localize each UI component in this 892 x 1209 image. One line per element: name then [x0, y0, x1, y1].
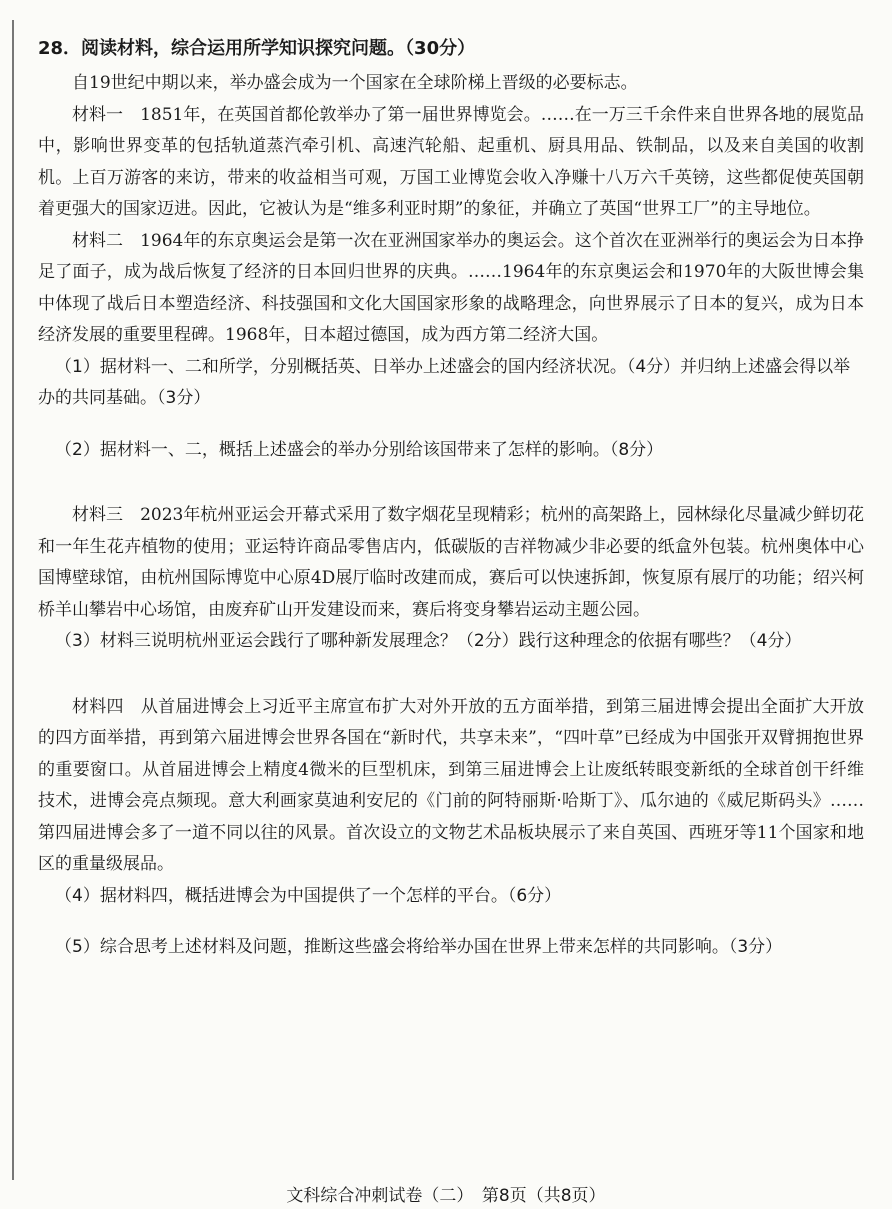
subquestion-4: （4）据材料四，概括进博会为中国提供了一个怎样的平台。（6分）: [55, 885, 562, 906]
subquestion-1: （1）据材料一、二和所学，分别概括英、日举办上述盛会的国内经济状况。（4分）并归纳上述盛会得以举办的共同基础。（3分）: [38, 356, 851, 408]
material-three: 材料三 2023年杭州亚运会开幕式采用了数字烟花呈现精彩；杭州的高架路上，园林绿化尽量减少鲜切花和一年生花卉植物的使用；亚运特许商品零售店内，低碳版的吉祥物减少非必要的纸盒外包装。杭州奥体中心国博壁球馆，由杭州国际博览中心原4D展厅临时改建而成，赛后可以快速拆卸，恢复原有展厅的功能；绍兴柯桥羊山攀岩中心场馆，由废弃矿山开发建设而来，赛后将变身攀岩运动主题公园。: [38, 505, 864, 620]
answer-space-4: [38, 912, 864, 932]
material-one: 材料一 1851年，在英国首都伦敦举办了第一届世界博览会。……在一万三千余件来自世界各地的展览品中，影响世界变革的包括轨道蒸汽牵引机、高速汽轮船、起重机、厨具用品、铁制品，以及来自美国的收割机。上百万游客的来访，带来的收益相当可观，万国工业博览会收入净赚十八万六千英镑，这些都促使英国朝着更强大的国家迈进。因此，它被认为是“维多利亚时期”的象征，并确立了英国“世界工厂”的主导地位。: [38, 104, 864, 219]
material-four: 材料四 从首届进博会上习近平主席宣布扩大对外开放的五方面举措，到第三届进博会提出全面扩大开放的四方面举措，再到第六届进博会世界各国在“新时代，共享未来”，“四叶草”已经成为中国张开双臂拥抱世界的重要窗口。从首届进博会上精度4微米的巨型机床，到第三届进博会上让废纸转眼变新纸的全球首创干纤维技术，进博会亮点频现。意大利画家莫迪利安尼的《门前的阿特丽斯·哈斯丁》、瓜尔迪的《威尼斯码头》……第四届进博会多了一道不同以往的风景。首次设立的文物艺术品板块展示了来自英国、西班牙等11个国家和地区的重量级展品。: [38, 696, 864, 874]
subquestion-5: （5）综合思考上述材料及问题，推断这些盛会将给举办国在世界上带来怎样的共同影响。（3分）: [55, 937, 783, 957]
answer-space-3: [38, 658, 864, 692]
subquestion-3: （3）材料三说明杭州亚运会践行了哪种新发展理念？（2分）践行这种理念的依据有哪些？（4分）: [55, 631, 802, 651]
answer-space-1: [38, 415, 864, 435]
question-intro: 自19世纪中期以来，举办盛会成为一个国家在全球阶梯上晋级的必要标志。: [72, 73, 638, 93]
question-title: 28．阅读材料，综合运用所学知识探究问题。（30分）: [38, 38, 476, 59]
page-footer: 文科综合冲刺试卷（二） 第8页（共8页）: [286, 1186, 606, 1206]
answer-space-2: [38, 466, 864, 500]
question-content: [38, 34, 864, 964]
subquestion-2: （2）据材料一、二，概括上述盛会的举办分别给该国带来了怎样的影响。（8分）: [55, 439, 664, 460]
material-two: 材料二 1964年的东京奥运会是第一次在亚洲国家举办的奥运会。这个首次在亚洲举行的奥运会为日本挣足了面子，成为战后恢复了经济的日本回归世界的庆典。……1964年的东京奥运会和1970年的大阪世博会集中体现了战后日本塑造经济、科技强国和文化大国国家形象的战略理念，向世界展示了日本的复兴，成为日本经济发展的重要里程碑。1968年，日本超过德国，成为西方第二经济大国。: [38, 230, 864, 345]
margin-line: [12, 20, 14, 1180]
